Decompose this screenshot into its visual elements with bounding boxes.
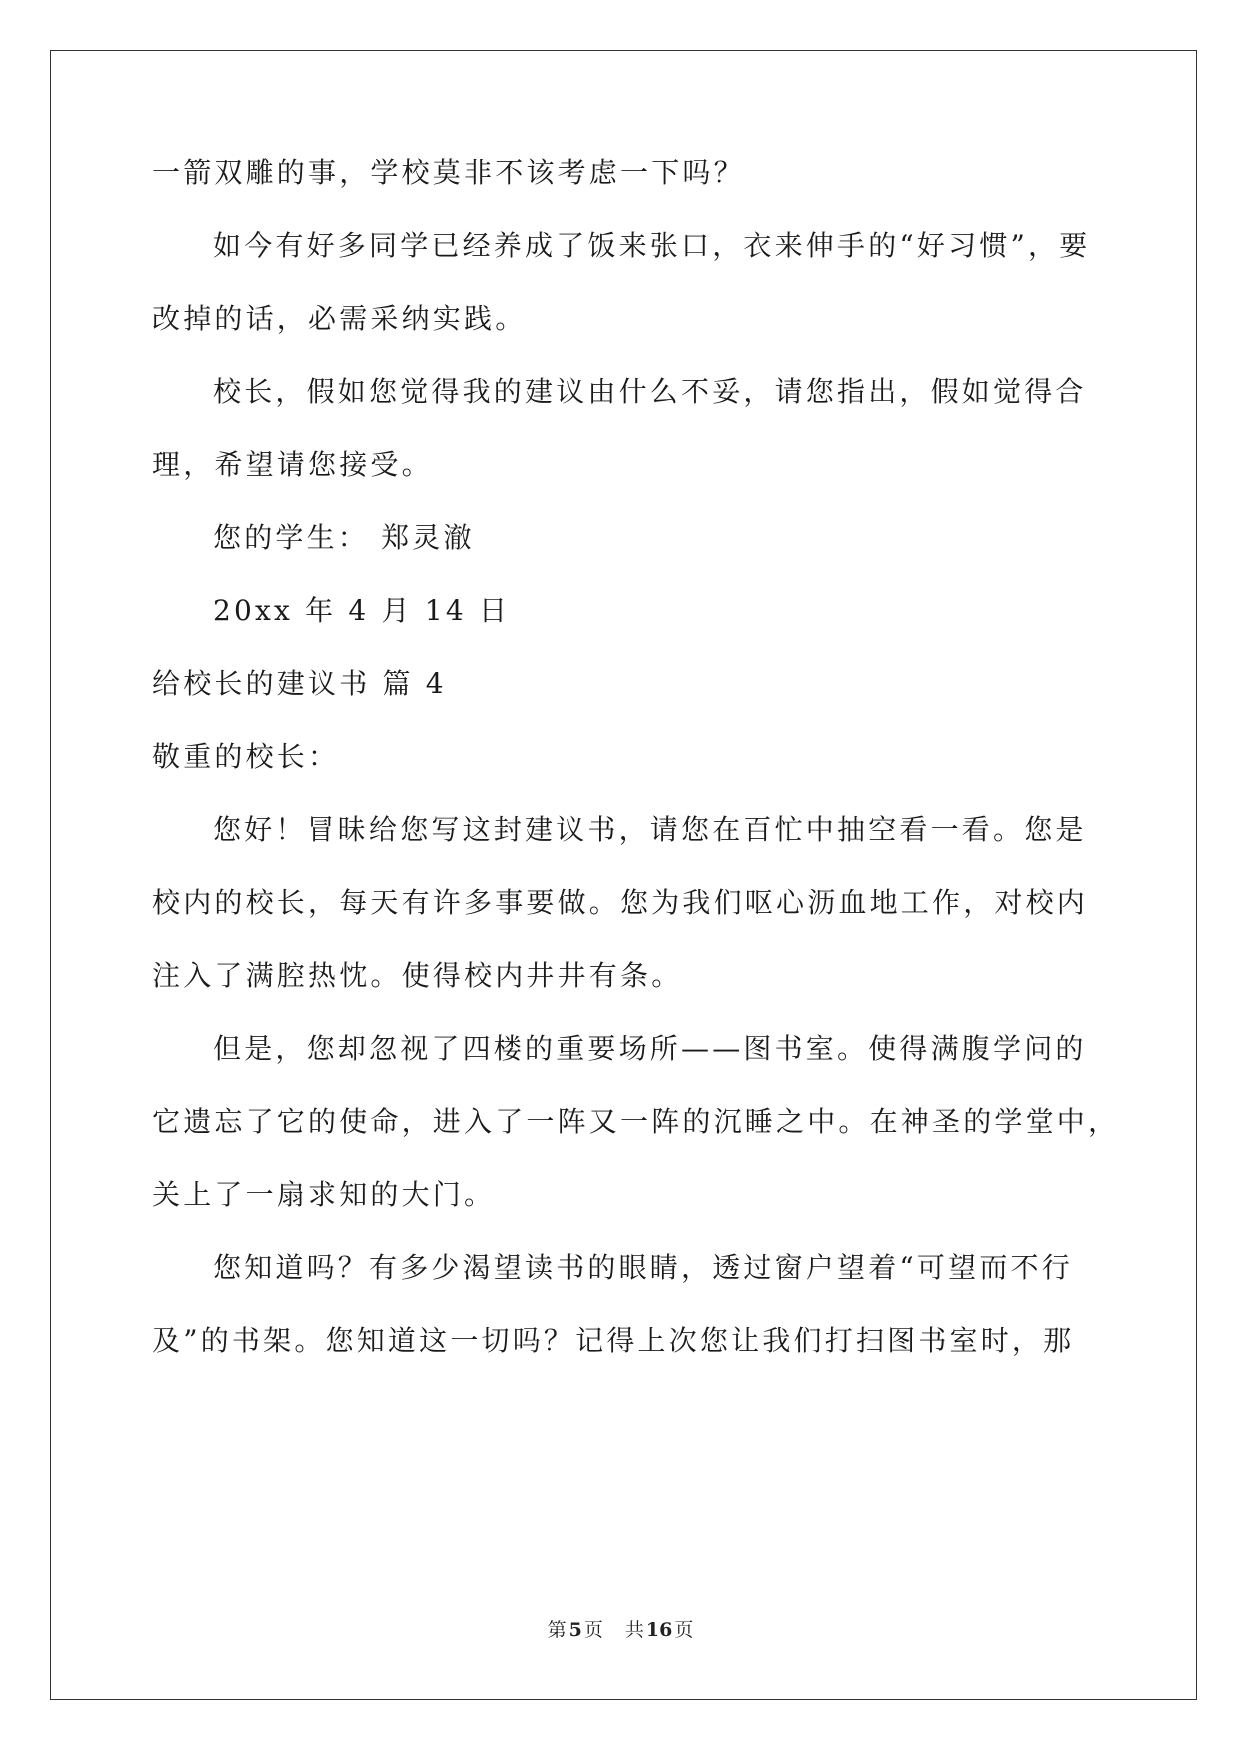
text-line: 改掉的话，必需采纳实践。 bbox=[152, 302, 527, 335]
footer-page-suffix: 页 bbox=[583, 1619, 603, 1641]
footer-total-prefix: 共 bbox=[624, 1619, 644, 1641]
text-line: 但是，您却忽视了四楼的重要场所——图书室。使得满腹学问的 bbox=[213, 1032, 1087, 1065]
footer-total-suffix: 页 bbox=[674, 1619, 694, 1641]
text-line: 您好！冒昧给您写这封建议书，请您在百忙中抽空看一看。您是 bbox=[213, 813, 1087, 846]
text-line: 理，希望请您接受。 bbox=[152, 448, 433, 481]
text-line: 如今有好多同学已经养成了饭来张口，衣来伸手的“好习惯”，要 bbox=[213, 229, 1091, 262]
text-line: 校内的校长，每天有许多事要做。您为我们呕心沥血地工作，对校内 bbox=[152, 886, 1089, 919]
text-line: 一箭双雕的事，学校莫非不该考虑一下吗？ bbox=[152, 156, 745, 189]
page-footer bbox=[0, 1618, 1241, 1642]
text-line: 校长，假如您觉得我的建议由什么不妥，请您指出，假如觉得合 bbox=[213, 375, 1087, 408]
page-border bbox=[50, 50, 1197, 1700]
text-line: 它遗忘了它的使命，进入了一阵又一阵的沉睡之中。在神圣的学堂中， bbox=[152, 1105, 1120, 1138]
date-line: 20xx 年 4 月 14 日 bbox=[213, 594, 511, 627]
text-line: 您知道吗？有多少渴望读书的眼睛，透过窗户望着“可望而不行 bbox=[213, 1251, 1073, 1284]
salutation: 敬重的校长： bbox=[152, 740, 340, 773]
text-line: 及”的书架。您知道这一切吗？记得上次您让我们打扫图书室时，那 bbox=[152, 1324, 1075, 1357]
text-line: 注入了满腔热忱。使得校内井井有条。 bbox=[152, 959, 683, 992]
footer-prefix: 第 bbox=[547, 1619, 567, 1641]
signature-line: 您的学生： 郑灵澈 bbox=[213, 521, 475, 554]
page-number: 5 bbox=[568, 1619, 582, 1641]
section-heading: 给校长的建议书 篇 4 bbox=[152, 667, 447, 700]
total-pages: 16 bbox=[645, 1619, 673, 1641]
text-line: 关上了一扇求知的大门。 bbox=[152, 1178, 496, 1211]
